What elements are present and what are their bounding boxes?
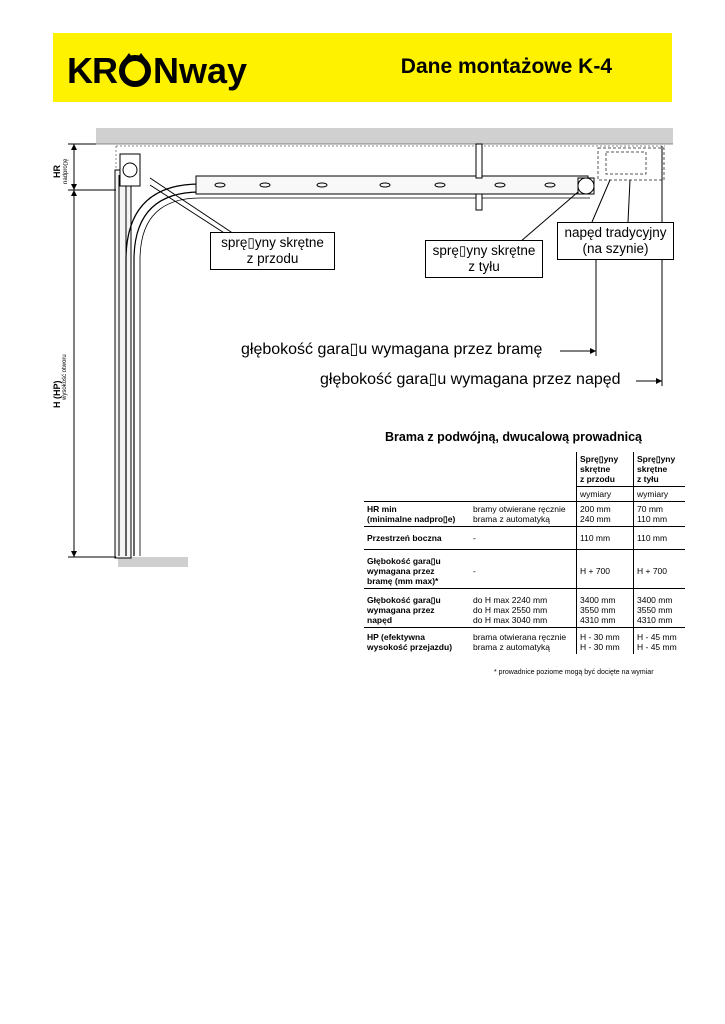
dims-front: wymiary bbox=[577, 487, 634, 502]
kronway-logo bbox=[67, 51, 267, 91]
ceiling bbox=[96, 128, 673, 144]
hr-sublabel: nadpro▯ę bbox=[63, 158, 69, 184]
hr-label: HR bbox=[52, 165, 62, 178]
horizontal-track bbox=[196, 176, 588, 194]
svg-text:way: way bbox=[179, 51, 248, 91]
table-row: HR min (minimalne nadpro▯e) bramy otwierane ręcznie brama z automatyką 200 mm 240 mm 70 mm 110 mm bbox=[364, 502, 685, 527]
svg-text:N: N bbox=[153, 51, 178, 91]
operator-depth-label: głębokość gara▯u wymagana przez napęd bbox=[320, 371, 621, 388]
vertical-track bbox=[115, 170, 131, 558]
table-row: Głębokość gara▯u wymagana przez napęd do H max 2240 mm do H max 2550 mm do H max 3040 mm 3400 mm 3550 mm 4310 mm 3400 mm 3550 mm 4310 mm bbox=[364, 589, 685, 628]
col-rear-header: Sprę▯yny skrętne z tyłu bbox=[634, 452, 686, 487]
front-spring-mechanism bbox=[120, 154, 140, 186]
operator-callout: napęd tradycyjny (na szynie) bbox=[557, 222, 674, 260]
col-front-header: Sprę▯yny skrętne z przodu bbox=[577, 452, 634, 487]
rear-springs-callout: sprę▯yny skrętne z tyłu bbox=[425, 240, 543, 278]
front-springs-callout: sprę▯yny skrętne z przodu bbox=[210, 232, 335, 270]
gate-depth-label: głębokość gara▯u wymagana przez bramę bbox=[241, 341, 543, 358]
table-row: Głębokość gara▯u wymagana przez bramę (mm max)* - H + 700 H + 700 bbox=[364, 550, 685, 589]
table-footnote: * prowadnice poziome mogą być docięte na wymiar bbox=[494, 669, 654, 676]
installation-table bbox=[364, 452, 685, 654]
operator-outline bbox=[598, 148, 664, 180]
table-row: HP (efektywna wysokość przejazdu) brama otwierana ręcznie brama z automatyką H - 30 mm H - 30 mm H - 45 mm H - 45 mm bbox=[364, 628, 685, 655]
header-banner bbox=[53, 33, 672, 102]
table-row: Przestrzeń boczna - 110 mm 110 mm bbox=[364, 527, 685, 550]
table-title: Brama z podwójną, dwucalową prowadnicą bbox=[385, 430, 642, 444]
h-sublabel: wysokość otworu bbox=[62, 354, 68, 400]
dims-rear: wymiary bbox=[634, 487, 686, 502]
h-label: H (HP) bbox=[52, 380, 62, 408]
rear-spring-mechanism bbox=[578, 178, 594, 194]
page-title: Dane montażowe K-4 bbox=[400, 55, 612, 78]
svg-text:KR: KR bbox=[67, 51, 117, 91]
